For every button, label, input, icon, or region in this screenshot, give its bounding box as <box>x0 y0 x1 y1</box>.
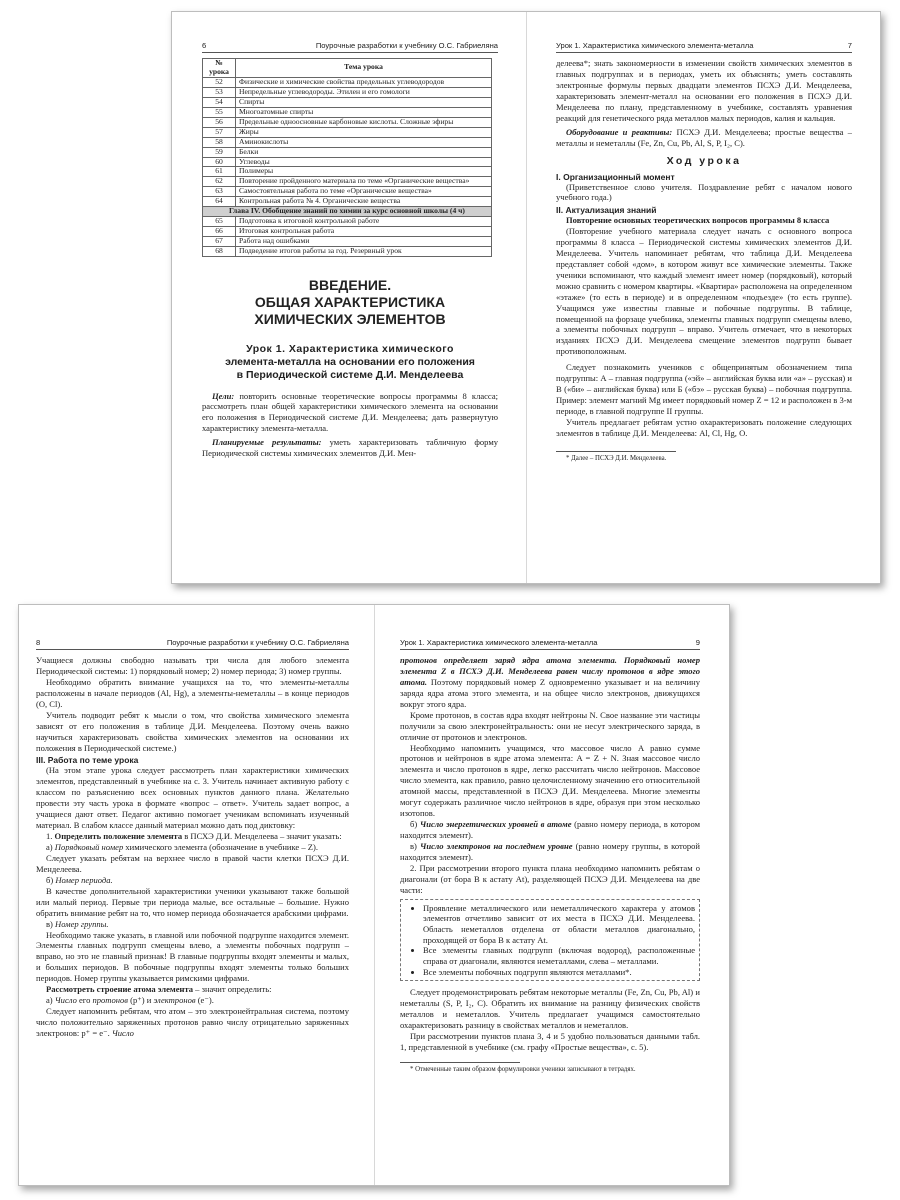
table-header-row <box>203 59 492 78</box>
chapter-title-line: ОБЩАЯ ХАРАКТЕРИСТИКА <box>254 293 446 310</box>
lesson-number-cell: 66 <box>203 227 236 237</box>
lesson-number-cell: 64 <box>203 197 236 207</box>
text-run: (равно номеру периода, в котором находится элемент). <box>400 819 700 840</box>
top-spread <box>171 11 881 584</box>
bullet-item: • Проявление металлического или неметаллического характера у атомов элементов отчетливо зависит от их места в ПСХЭ Д.И. Менделеева. Область неметаллов отделена от области металлов диагонально, проходящей от бора B к астату At. <box>423 903 695 946</box>
text-run: Число энергетических уровней в атоме <box>419 819 572 830</box>
lesson-topic-cell: Подведение итогов работы за год. Резервный урок <box>236 247 492 257</box>
section-heading: II. Актуализация знаний <box>556 205 657 216</box>
col-header-topic: Тема урока <box>236 59 492 78</box>
lesson-topic-cell: Жиры <box>236 127 492 137</box>
chapter-row <box>203 207 492 217</box>
lesson-topic-cell: Аминокислоты <box>236 137 492 147</box>
page-8 <box>36 638 349 1178</box>
text-run: в ПСХЭ Д.И. Менделеева – значит указать: <box>182 831 342 842</box>
paragraph: Кроме протонов, в состав ядра входят нейтроны N. Свое название эти частицы получили за свою электронейтральность: они не несут электрического заряда, в отличие от протонов и электронов. <box>400 709 700 742</box>
plan-item <box>400 841 700 863</box>
paragraph: (Повторение учебного материала следует начать с основного вопроса программы 8 класса – Периодической системы химических элементов Д.И. Менделеева. Учитель напоминает ребятам, что таблица Д.И. Менделеева представляет собой «дом», в котором живут все химические элементы. Также ученики вспоминают, что каждый элемент имеет номер (порядковый), который можно сравнить с номером квартиры. «Квартира» расположена на определенном «этаже» (то есть в периоде) и в определенном «подъезде» (то есть группе). Учащимся уже известны главные и побочные подгруппы. В таблице, помещенной на форзаце учебника, элементы главных подгрупп смещены влево, а элементы побочных подгрупп – вправо. Учитель отмечает, что в некоторых изданиях ПСХЭ Д.И. Менделеева смещение элементов подгрупп бывает противоположным. <box>556 226 852 357</box>
table-row <box>203 117 492 127</box>
paragraph: Необходимо также указать, в главной или побочной подгруппе находится элемент. Элементы главных подгрупп смещены влево, а элементы побочных подгрупп – вправо, но это не главный признак! В главные подгруппы входят элементы и малых, и больших периодов. В побочные подгруппы входят элементы только больших периодов. Номер группы указывается римскими цифрами. <box>36 929 349 984</box>
table-row <box>203 127 492 137</box>
text-run: – значит определить: <box>193 984 272 995</box>
table-row <box>203 187 492 197</box>
equipment-paragraph <box>556 127 852 149</box>
lesson-number-cell: 60 <box>203 157 236 167</box>
chapter-title <box>202 277 498 327</box>
lesson-topic-cell: Спирты <box>236 97 492 107</box>
chapter-title-line: ХИМИЧЕСКИХ ЭЛЕМЕНТОВ <box>254 310 446 327</box>
text-run: (равно номеру группы, в которой находится элемент). <box>400 840 700 862</box>
text-run: протонов <box>92 995 128 1006</box>
lesson-title-line: Урок 1. Характеристика химического <box>246 343 454 356</box>
page-number: 7 <box>847 41 852 50</box>
lesson-number-cell: 61 <box>203 167 236 177</box>
lesson-number-cell: 68 <box>203 247 236 257</box>
table-body-1 <box>203 77 492 206</box>
equipment-text: ПСХЭ Д.И. Менделеева; простые вещества – металлы и неметаллы (Fe, Zn, Cu, Pb, Al, S, P, I₂, C). <box>556 126 852 148</box>
table-body-2 <box>203 217 492 257</box>
table-row <box>203 197 492 207</box>
table-row <box>203 77 492 87</box>
lesson-number-cell: 67 <box>203 237 236 247</box>
paragraph: 2. При рассмотрении второго пункта плана необходимо напомнить ребятам о диагонали (от бора B к астату At), разделяющей ПСХЭ Д.И. Менделеева на две части: <box>400 862 700 895</box>
lesson-title-line: в Периодической системе Д.И. Менделеева <box>236 369 464 382</box>
lesson-topic-cell: Многоатомные спирты <box>236 107 492 117</box>
running-title: Урок 1. Характеристика химического элемента-металла <box>400 638 598 647</box>
table-row <box>203 227 492 237</box>
lesson-number-cell: 53 <box>203 87 236 97</box>
col-header-number: № урока <box>203 59 236 78</box>
paragraph: Необходимо обратить внимание учащихся на то, что элементы-металлы расположены в начале периодов (Al, Hg), а элементы-неметаллы – в конце периодов (O, Cl). <box>36 676 349 709</box>
lesson-number-cell: 54 <box>203 97 236 107</box>
running-title: Поурочные разработки к учебнику О.С. Габриеляна <box>166 638 349 647</box>
paragraph: Учитель предлагает ребятам устно охарактеризовать положение следующих элементов в таблице Д.И. Менделеева: Al, Cl, Hg, O. <box>556 416 852 438</box>
running-header <box>36 638 349 650</box>
lesson-topic-cell: Полимеры <box>236 167 492 177</box>
lesson-number-cell: 63 <box>203 187 236 197</box>
bullet-item: • Все элементы побочных подгрупп являются металлами*. <box>423 967 695 978</box>
lesson-number-cell: 57 <box>203 127 236 137</box>
subsection-heading: Повторение основных теоретических вопросов программы 8 класса <box>566 215 830 226</box>
text-run: Номер периода. <box>55 874 113 885</box>
paragraph: (Приветственное слово учителя. Поздравление ребят с началом нового учебного года.) <box>556 181 852 203</box>
goals-paragraph <box>202 391 498 435</box>
bottom-spread <box>18 604 730 1186</box>
running-title: Урок 1. Характеристика химического элемента-металла <box>556 41 754 50</box>
text-run: Число <box>111 1027 134 1038</box>
running-header <box>202 41 498 53</box>
text-run: Число электронов на последнем уровне <box>419 840 573 851</box>
paragraph <box>400 655 700 710</box>
text-run: химического элемента (обозначение в учебнике – Z). <box>123 842 318 852</box>
text-run: (p⁺) и <box>127 995 154 1006</box>
bullet-list <box>415 903 695 978</box>
lesson-topic-cell: Предельные одноосновные карбоновые кислоты. Сложные эфиры <box>236 117 492 127</box>
text-run: б) <box>46 874 56 885</box>
results-label: Планируемые результаты: <box>212 437 322 448</box>
results-text: уметь характеризовать табличную форму Периодической системы химических элементов Д.И. Мен- <box>202 437 498 459</box>
text-run: (e⁻). <box>195 995 214 1006</box>
lesson-topic-cell: Углеводы <box>236 157 492 167</box>
text-run: Определить положение элемента <box>54 831 183 842</box>
text-run: Рассмотреть строение атома элемента <box>46 984 194 995</box>
text-run: а) <box>46 995 55 1006</box>
bullet-item: • Все элементы главных подгрупп (включая водород), расположенные справа от диагонали, являются неметаллами, слева – металлами. <box>423 945 695 966</box>
section-heading: I. Организационный момент <box>556 171 675 182</box>
text-run: электронов <box>153 995 196 1006</box>
paragraph: делеева*; знать закономерности в изменении свойств химических элементов в главных подгруппах и в периодах, уметь их объяснять; уметь составлять электронные формулы первых двадцати элементов ПСХЭ Д.И. Менделеева, характеризовать элемент-металл на основании его положения в ПСХЭ Д.И. Менделеева по плану, представленному в учебнике, составлять уравнения реакций для генетического ряда металлов малых периодов, калия и кальция. <box>556 58 852 123</box>
table-row <box>203 147 492 157</box>
paragraph: Следует продемонстрировать ребятам некоторые металлы (Fe, Zn, Cu, Pb, Al) и неметаллы (S, P, I₂, C). Обратить их внимание на разницу физических свойств металлов и неметаллов. Учитель предлагает учащимся самостоятельно охарактеризовать разницу в свойствах металлов и неметаллов. <box>400 987 700 1031</box>
footnote-rule <box>400 1062 520 1063</box>
plan-item <box>36 842 349 853</box>
running-title: Поурочные разработки к учебнику О.С. Габриеляна <box>315 41 498 50</box>
goals-text: повторить основные теоретические вопросы программы 8 класса; рассмотреть план общей характеристики химического элемента на основании его положения в Периодической системе Д.И. Менделеева; дать развернутую характеристику элемента-металла. <box>202 390 498 434</box>
goals-label: Цели: <box>212 390 235 401</box>
lesson-topic-cell: Самостоятельная работа по теме «Органические вещества» <box>236 187 492 197</box>
paragraph: Следует указать ребятам на верхнее число в правой части клетки ПСХЭ Д.И. Менделеева. <box>36 852 349 874</box>
paragraph: В качестве дополнительной характеристики ученики указывают также большой или малый период. Первые три периода малые, все остальные – большие. Нужно обратить внимание ребят на то, что номер периода обозначается арабскими цифрами. <box>36 885 349 918</box>
table-row <box>203 247 492 257</box>
lesson-number-cell: 65 <box>203 217 236 227</box>
footnote: * Отмеченные таким образом формулировки ученики записывают в тетрадях. <box>410 1065 636 1073</box>
results-paragraph <box>202 437 498 459</box>
plan-item <box>400 819 700 841</box>
plan-item <box>36 995 349 1006</box>
lesson-topic-cell: Работа над ошибками <box>236 237 492 247</box>
equipment-label: Оборудование и реактивы: <box>566 126 673 137</box>
table-row <box>203 217 492 227</box>
lesson-flow-heading: Ход урока <box>666 154 742 167</box>
bullet-box <box>400 899 700 982</box>
plan-item <box>36 875 349 886</box>
table-row <box>203 87 492 97</box>
lesson-number-cell: 58 <box>203 137 236 147</box>
lesson-topic-cell: Физические и химические свойства предельных углеводородов <box>236 77 492 87</box>
text-run: в) <box>46 918 56 929</box>
lesson-title <box>202 343 498 382</box>
table-row <box>203 157 492 167</box>
running-header <box>556 41 852 53</box>
lesson-topic-cell: Белки <box>236 147 492 157</box>
chapter-row-text: Глава IV. Обобщение знаний по химии за курс основной школы (4 ч) <box>203 207 492 217</box>
running-header <box>400 638 700 650</box>
page-6 <box>202 41 498 571</box>
lessons-table <box>202 58 492 257</box>
lesson-title-line: элемента-металла на основании его положения <box>225 356 475 369</box>
lesson-topic-cell: Подготовка к итоговой контрольной работе <box>236 217 492 227</box>
lesson-topic-cell: Повторение пройденного материала по теме «Органические вещества» <box>236 177 492 187</box>
paragraph: (На этом этапе урока следует рассмотреть план характеристики химических элементов, представленный в учебнике на с. 3. Учитель начинает активную работу с классом по разъяснению всех основных пунктов данного плана. Желательно провести эту часть урока в формате «вопрос – ответ». Учитель задает вопрос, а учащиеся дают ответ. Педагог активно помогает ученикам вспоминать изученный материал. В слабом классе данный материал можно дать под диктовку: <box>36 765 349 831</box>
paragraph: При рассмотрении пунктов плана 3, 4 и 5 удобно пользоваться данными табл. 1, представленной в учебнике (см. графу «Простые вещества», с. 5). <box>400 1031 700 1053</box>
page-number: 8 <box>36 638 41 647</box>
top-spread-fold <box>526 12 527 583</box>
page-9 <box>400 638 700 1178</box>
footnote-rule <box>556 451 676 452</box>
page-7 <box>556 41 852 571</box>
lesson-topic-cell: Контрольная работа № 4. Органические вещества <box>236 197 492 207</box>
paragraph <box>36 1006 349 1039</box>
plan-item <box>36 984 349 995</box>
lesson-number-cell: 52 <box>203 77 236 87</box>
lesson-number-cell: 55 <box>203 107 236 117</box>
lesson-number-cell: 62 <box>203 177 236 187</box>
table-row <box>203 167 492 177</box>
table-row <box>203 177 492 187</box>
paragraph: Учитель подводит ребят к мысли о том, что свойства химического элемента зависят от его положения в таблице Д.И. Менделеева. Поэтому очень важно научиться характеризовать свойства химических элементов на основании их положения в Периодической системе.) <box>36 709 349 753</box>
table-row <box>203 137 492 147</box>
paragraph: Учащиеся должны свободно называть три числа для любого элемента Периодической системы: 1) порядковый номер; 2) номер периода; 3) номер группы. <box>36 655 349 676</box>
text-run: б) <box>410 819 420 830</box>
lesson-topic-cell: Непредельные углеводороды. Этилен и его гомологи <box>236 87 492 97</box>
table-row <box>203 107 492 117</box>
text-run: Номер группы. <box>55 918 109 929</box>
text-run: Следует напомнить ребятам, что атом – это электронейтральная система, поэтому число положительно заряженных протонов равно числу отрицательно заряженных электронов: p⁺ = e⁻. <box>36 1006 349 1038</box>
plan-item <box>36 831 349 842</box>
paragraph: Следует познакомить учеников с общепринятым обозначением типа подгруппы: А – главная подгруппа («эй» – английская буква или «а» – русская) и В («би» – английская буква) или Б («бэ» – русская буква) – побочная подгруппа. Пример: элемент магний Mg имеет порядковый номер Z = 12 и расположен в 3-м периоде, в главной подгруппе II группы. <box>556 362 852 417</box>
lesson-number-cell: 56 <box>203 117 236 127</box>
bottom-spread-fold <box>374 605 375 1185</box>
chapter-title-line: ВВЕДЕНИЕ. <box>308 277 392 294</box>
page-number: 6 <box>202 41 207 50</box>
text-run: Поэтому порядковый номер Z одновременно указывает и на величину заряда ядра атома этого элемента, и на общее число электронов, движущихся вокруг этого ядра. <box>400 676 700 709</box>
text-run: протонов определяет заряд ядра атома элемента. Порядковый номер элемента Z в ПСХЭ Д.И. Менделеева равен числу протонов в ядре этого атома. <box>400 655 700 687</box>
lesson-number-cell: 59 <box>203 147 236 157</box>
lesson-topic-cell: Итоговая контрольная работа <box>236 227 492 237</box>
text-run: в) <box>410 840 420 851</box>
section-heading: III. Работа по теме урока <box>36 755 139 766</box>
text-run: Порядковый номер <box>54 842 124 852</box>
text-run: 1. <box>46 831 55 842</box>
page-number: 9 <box>695 638 700 647</box>
table-row <box>203 237 492 247</box>
text-run: а) <box>46 842 55 852</box>
footnote: * Далее – ПСХЭ Д.И. Менделеева. <box>566 454 667 462</box>
paragraph: Необходимо напомнить учащимся, что массовое число A равно сумме протонов и нейтронов в ядре атома элемента: A = Z + N. Зная массовое число элемента и число протонов в ядре, легко рассчитать число нейтронов. Массовое число элемента, как правило, равно целочисленному значению его относительной атомной массы, представленной в ПСХЭ Д.И. Менделеева. Многие элементы могут содержать различное число нейтронов в ядре, образуя при этом несколько изотопов. <box>400 742 700 819</box>
text-run: его <box>76 995 93 1006</box>
text-run: Число <box>54 995 77 1006</box>
table-row <box>203 97 492 107</box>
plan-item <box>36 919 349 930</box>
